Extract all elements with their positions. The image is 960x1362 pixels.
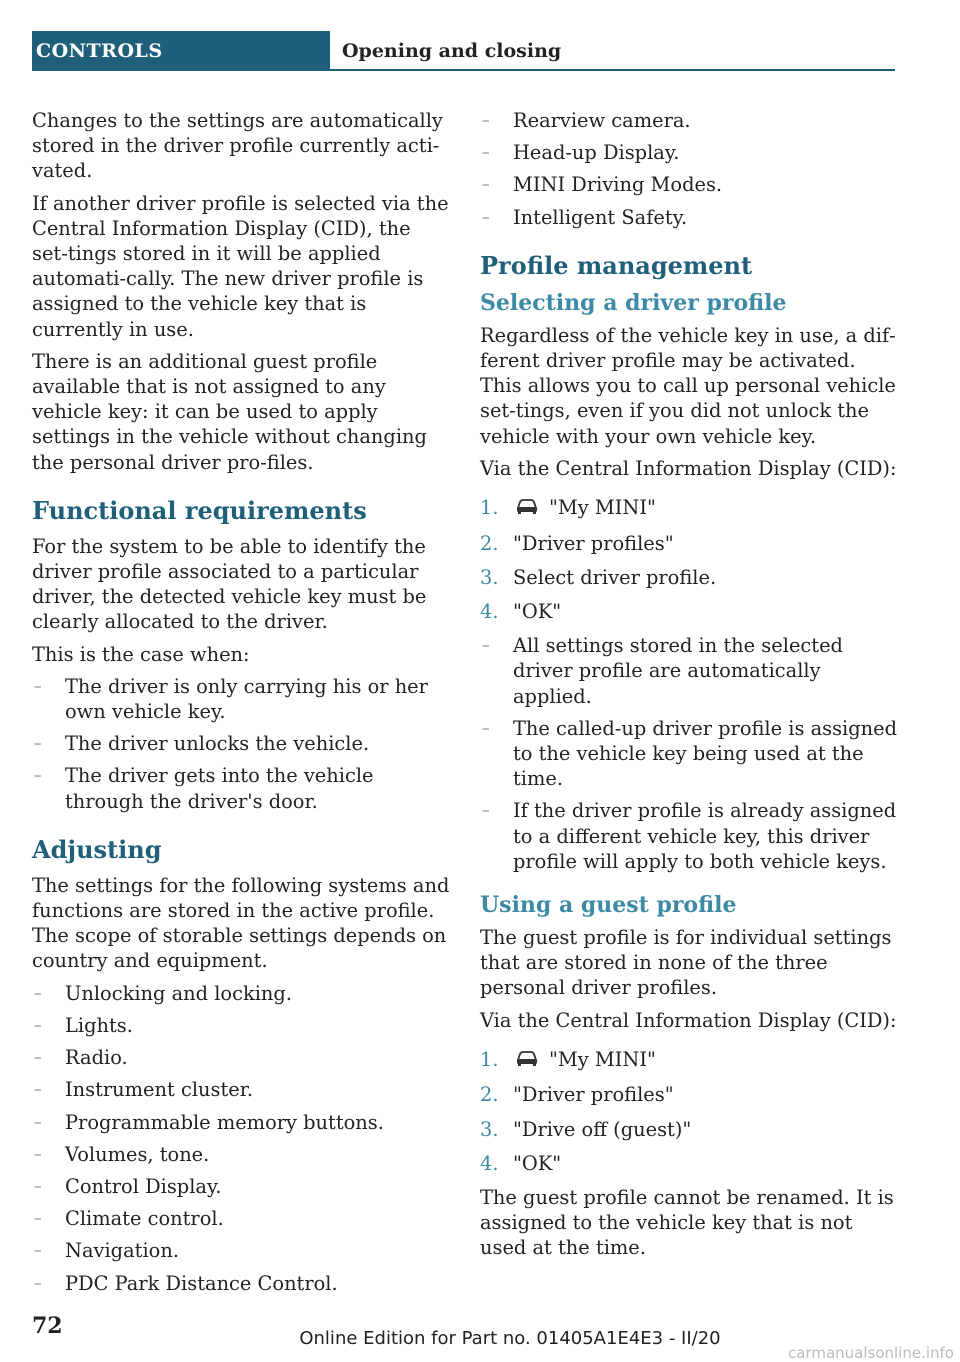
step-text: "Drive off (guest)" (513, 1117, 692, 1141)
step-number: 4. (480, 600, 499, 624)
list-item: – All settings stored in the selected driver profile are automatically applied. (480, 633, 898, 709)
paragraph: Via the Central Information Display (CID): (480, 456, 897, 480)
step-number: 2. (480, 1083, 499, 1107)
profile-notes (480, 633, 898, 874)
list-item: – Head-up Display. (480, 140, 898, 165)
list-item: – Programmable memory buttons. (32, 1110, 450, 1135)
list-item: – Navigation. (32, 1238, 450, 1263)
step-text: "Driver profiles" (513, 1083, 674, 1107)
step-text: "Driver profiles" (513, 531, 674, 555)
list-item: – PDC Park Distance Control. (32, 1271, 450, 1296)
step-number: 2. (480, 531, 499, 555)
step-item (480, 1082, 898, 1107)
paragraph: Changes to the settings are automatically stored in the driver profile currently acti‐vated. (32, 109, 443, 183)
heading-profile-management: Profile management (480, 250, 753, 280)
section-label: CONTROLS (32, 31, 330, 71)
list-item: – The driver is only carrying his or her own vehicle key. (32, 674, 450, 724)
list-item: – Radio. (32, 1045, 450, 1070)
heading-guest-profile: Using a guest profile (480, 892, 737, 919)
list-item: – Rearview camera. (480, 108, 898, 133)
step-number: 4. (480, 1151, 499, 1175)
right-column (480, 108, 898, 1268)
step-item (480, 1117, 898, 1142)
step-text: "OK" (513, 600, 562, 624)
list-item: – The driver unlocks the vehicle. (32, 731, 450, 756)
list-item: – MINI Driving Modes. (480, 172, 898, 197)
header-rule (330, 69, 895, 71)
list-item: – Instrument cluster. (32, 1077, 450, 1102)
list-item: – If the driver profile is already assigned to a different vehicle key, this driver profile will apply to both vehicle keys. (480, 798, 898, 874)
list-item: – Control Display. (32, 1174, 450, 1199)
chapter-title: Opening and closing (342, 40, 562, 62)
list-item: – Unlocking and locking. (32, 981, 450, 1006)
list-item: – Climate control. (32, 1206, 450, 1231)
car-icon (515, 496, 539, 521)
paragraph: The guest profile is for individual settings that are stored in none of the three personal driver profiles. (480, 926, 892, 1000)
list-item: – Lights. (32, 1013, 450, 1038)
paragraph: This is the case when: (32, 642, 250, 666)
step-number: 1. (480, 1047, 499, 1071)
watermark: carmanualsonline.info (788, 1344, 954, 1362)
step-item (480, 565, 898, 590)
paragraph: The guest profile cannot be renamed. It is assigned to the vehicle key that is not used at the time. (480, 1186, 894, 1260)
step-item (480, 1151, 898, 1176)
page-number: 72 (32, 1313, 63, 1339)
systems-list-continued (480, 108, 898, 230)
step-number: 3. (480, 1117, 499, 1141)
step-text: Select driver profile. (513, 565, 717, 589)
step-text: "My MINI" (549, 496, 656, 520)
heading-adjusting: Adjusting (32, 834, 162, 864)
paragraph: The settings for the following systems and functions are stored in the active profile. The scope of storable settings depends on country and equipment. (32, 873, 450, 973)
heading-selecting-driver-profile: Selecting a driver profile (480, 289, 787, 316)
paragraph: There is an additional guest profile available that is not assigned to any vehicle key: it can be used to apply settings in the vehicle without changing the personal driver pro‐files. (32, 349, 427, 474)
car-icon (515, 1048, 539, 1073)
paragraph: Via the Central Information Display (CID): (480, 1008, 897, 1032)
select-profile-steps (480, 495, 898, 624)
guest-profile-steps (480, 1047, 898, 1176)
page-header (32, 31, 895, 71)
requirement-list (32, 674, 450, 814)
step-number: 1. (480, 496, 499, 520)
list-item: – Volumes, tone. (32, 1142, 450, 1167)
step-item (480, 495, 898, 522)
left-column (32, 108, 450, 1303)
list-item: – The driver gets into the vehicle through the driver's door. (32, 763, 450, 813)
list-item: – The called-up driver profile is assigned to the vehicle key being used at the time. (480, 716, 898, 792)
heading-functional-requirements: Functional requirements (32, 495, 367, 525)
paragraph: Regardless of the vehicle key in use, a dif‐ferent driver profile may be activated. This allows you to call up personal vehicle set‐tings, even if you did not unlock the vehicle with your own vehicle key. (480, 323, 896, 448)
paragraph: For the system to be able to identify the driver profile associated to a particular driver, the detected vehicle key must be clearly allocated to the driver. (32, 534, 427, 634)
step-item (480, 1047, 898, 1074)
edition-footer: Online Edition for Part no. 01405A1E4E3 - II/20 (299, 1328, 721, 1349)
step-text: "My MINI" (549, 1047, 656, 1071)
step-number: 3. (480, 565, 499, 589)
step-item (480, 599, 898, 624)
step-item (480, 531, 898, 556)
paragraph: If another driver profile is selected via the Central Information Display (CID), the set‐tings stored in it will be applied automati‐cally. The new driver profile is assigned to the vehicle key that is currently in use. (32, 191, 449, 341)
step-text: "OK" (513, 1151, 562, 1175)
systems-list (32, 981, 450, 1296)
list-item: – Intelligent Safety. (480, 205, 898, 230)
